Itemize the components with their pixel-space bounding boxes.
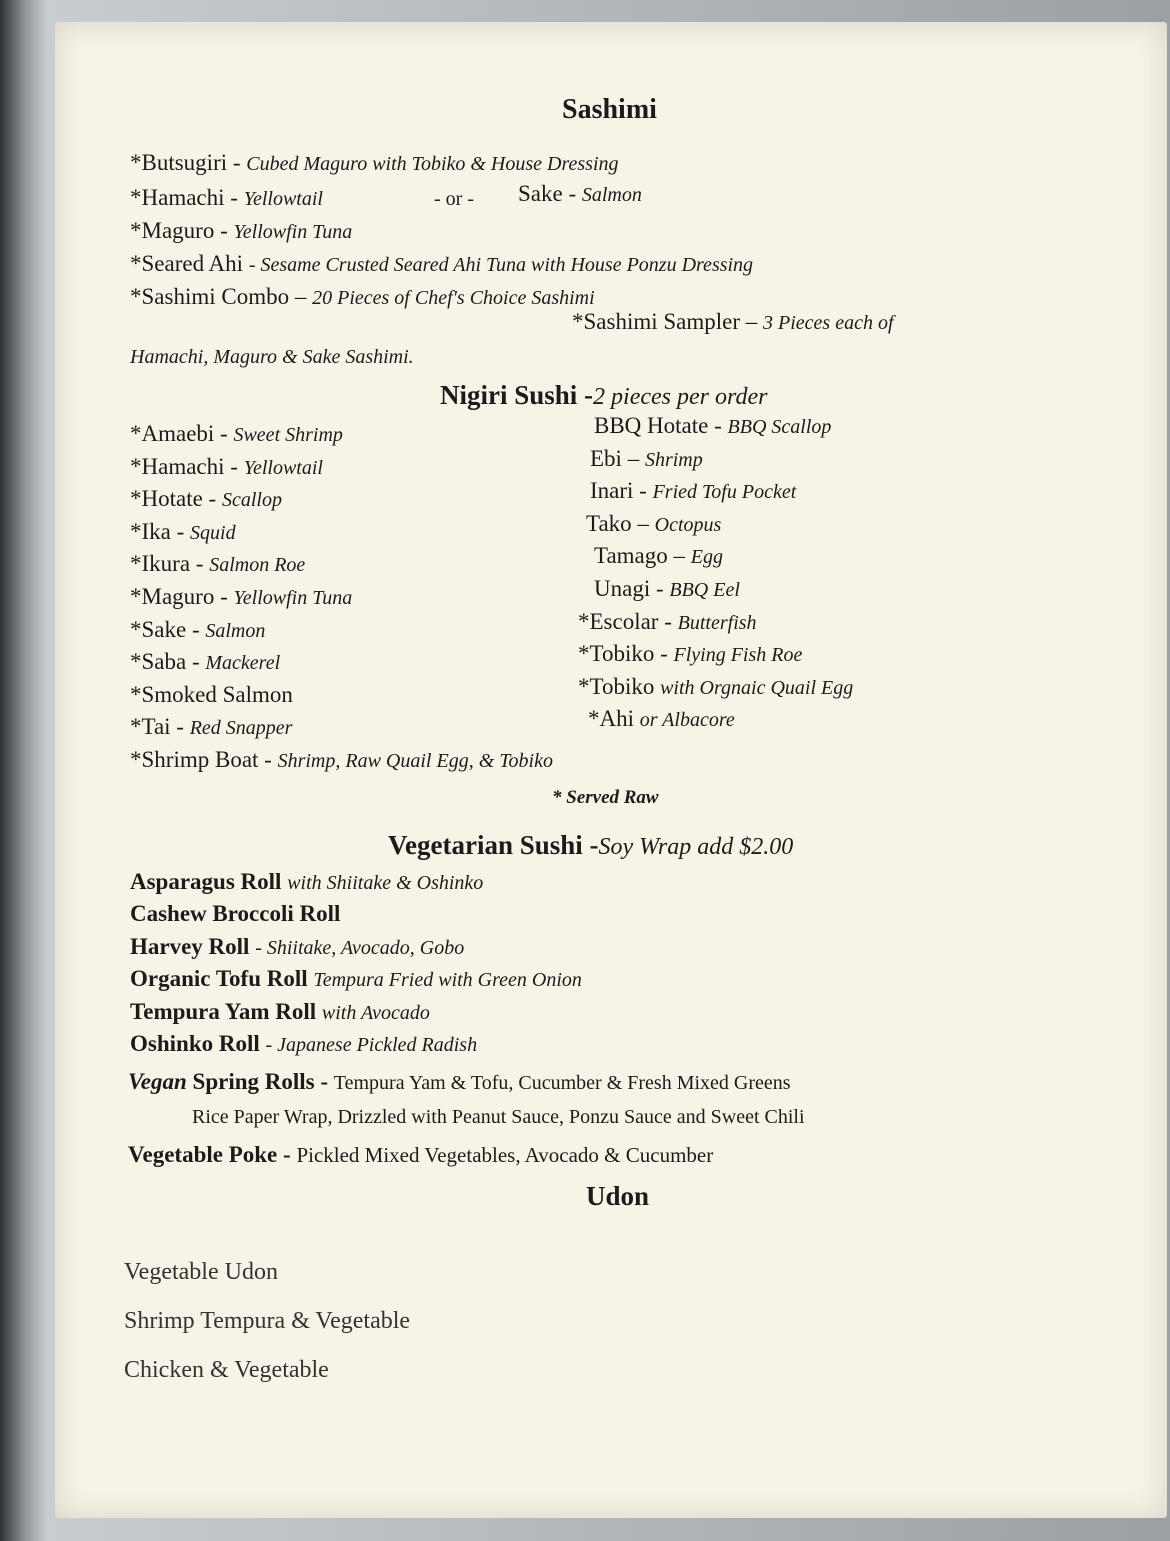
menu-item: Sake - Salmon <box>518 181 642 206</box>
menu-item-desc: Salmon Roe <box>209 554 306 577</box>
menu-item-desc: Yellowtail <box>243 456 323 479</box>
menu-item-desc: Scallop <box>221 489 282 512</box>
menu-item-desc: Salmon <box>205 619 266 642</box>
sashimi-heading: Sashimi <box>562 94 657 125</box>
menu-item <box>586 512 721 535</box>
menu-item <box>130 683 293 706</box>
menu-item-desc: Shrimp, Raw Quail Egg, & Tobiko <box>277 750 553 772</box>
menu-item-name: Asparagus Roll <box>130 869 288 894</box>
menu-item-name: Tamago – <box>594 543 691 569</box>
menu-item <box>130 520 236 543</box>
menu-item-name: *Smoked Salmon <box>130 681 293 707</box>
udon-item: Vegetable Udon <box>124 1259 278 1285</box>
menu-item: *Seared Ahi - Sesame Crusted Seared Ahi Tuna with House Ponzu Dressing <box>130 251 754 276</box>
menu-item-name: Ebi – <box>590 445 645 471</box>
menu-item <box>578 610 757 633</box>
menu-item <box>130 552 305 575</box>
menu-item-name: *Escolar - <box>578 608 678 634</box>
menu-item <box>130 650 280 673</box>
menu-item <box>594 544 723 567</box>
udon-item: Chicken & Vegetable <box>124 1357 329 1383</box>
menu-item-name: *Tobiko - <box>578 641 674 667</box>
menu-item-name: Tempura Yam Roll <box>130 998 322 1024</box>
menu-item <box>130 1032 477 1055</box>
menu-item-name: *Shrimp Boat - <box>130 747 278 772</box>
menu-item-desc: Butterfish <box>677 611 757 634</box>
menu-item-name: Organic Tofu Roll <box>130 966 314 992</box>
udon-item: Shrimp Tempura & Vegetable <box>124 1308 411 1334</box>
menu-item-desc: Egg <box>690 546 723 569</box>
menu-item-name: *Tobiko <box>578 673 661 699</box>
menu-item <box>594 414 831 437</box>
menu-item-name: Inari - <box>590 478 653 504</box>
menu-item <box>130 748 553 771</box>
menu-item-desc: Tempura Fried with Green Onion <box>313 969 582 992</box>
menu-item <box>588 707 735 730</box>
menu-item-name: *Tai - <box>130 714 190 740</box>
menu-item-desc: Flying Fish Roe <box>673 644 803 667</box>
menu-item <box>130 935 464 958</box>
menu-item-desc: BBQ Scallop <box>727 416 832 438</box>
menu-item-desc: - Japanese Pickled Radish <box>265 1034 478 1056</box>
menu-item-desc: Red Snapper <box>189 717 293 740</box>
menu-item-desc: Octopus <box>654 513 722 536</box>
menu-item-desc: Hamachi, Maguro & Sake Sashimi. <box>130 346 414 368</box>
menu-item-desc: with Orgnaic Quail Egg <box>660 676 854 699</box>
menu-item-name: Unagi - <box>594 576 670 601</box>
menu-item <box>130 902 340 925</box>
menu-item <box>594 577 740 600</box>
menu-item: *Sashimi Combo – 20 Pieces of Chef's Choice Sashimi <box>130 284 595 309</box>
menu-item-desc: Squid <box>190 521 236 544</box>
menu-item-name: *Hotate - <box>130 486 222 512</box>
menu-item-name: *Sake - <box>130 616 206 642</box>
menu-item-name: *Amaebi - <box>130 421 234 446</box>
menu-item-desc: Rice Paper Wrap, Drizzled with Peanut Sauce, Ponzu Sauce and Sweet Chili <box>192 1106 805 1128</box>
menu-item-desc: or Albacore <box>639 709 735 732</box>
menu-item <box>130 455 323 478</box>
or-separator: - or - <box>434 188 474 210</box>
menu-item-desc: Fried Tofu Pocket <box>652 481 797 504</box>
menu-item: *Butsugiri - Cubed Maguro with Tobiko & House Dressing <box>130 150 619 175</box>
menu-item: *Hamachi - Yellowtail <box>130 185 323 210</box>
menu-item <box>578 642 802 665</box>
menu-item-desc: Mackerel <box>205 652 281 675</box>
menu-item <box>130 715 292 738</box>
menu-item-name: Cashew Broccoli Roll <box>130 901 341 927</box>
vegetarian-heading: Vegetarian Sushi -Soy Wrap add $2.00 <box>388 830 794 860</box>
menu-item: *Sashimi Sampler – 3 Pieces each of <box>572 309 894 334</box>
menu-item: Vegetable Poke - Pickled Mixed Vegetables, Avocado & Cucumber <box>128 1142 714 1167</box>
menu-item <box>130 585 352 608</box>
menu-item-name: Harvey Roll <box>130 933 256 959</box>
udon-heading: Udon <box>586 1181 650 1211</box>
menu-item-name: Oshinko Roll <box>130 1031 266 1056</box>
menu-item <box>130 487 282 510</box>
menu-item-name: Tako – <box>586 510 655 536</box>
menu-item-desc: with Avocado <box>321 1001 430 1024</box>
menu-item: Vegan Spring Rolls - Tempura Yam & Tofu, Cucumber & Fresh Mixed Greens <box>128 1069 791 1094</box>
menu-item-name: *Hamachi - <box>130 453 244 479</box>
menu-item-name: *Maguro - <box>130 584 234 609</box>
menu-item-desc: with Shiitake & Oshinko <box>287 872 484 894</box>
menu-item-name: BBQ Hotate - <box>594 413 728 438</box>
menu-item-desc: Sweet Shrimp <box>233 424 343 446</box>
menu-item-name: *Saba - <box>130 649 206 675</box>
menu-item-desc: - Shiitake, Avocado, Gobo <box>255 936 465 959</box>
nigiri-heading: Nigiri Sushi -2 pieces per order <box>440 380 768 410</box>
menu-item-name: *Ika - <box>130 518 191 544</box>
menu-item-name: *Ahi <box>588 706 640 732</box>
menu-item <box>130 422 343 445</box>
menu-item <box>578 675 853 698</box>
menu-item <box>590 447 703 470</box>
menu-item: *Maguro - Yellowfin Tuna <box>130 218 353 243</box>
menu-item-desc: Yellowfin Tuna <box>233 587 353 609</box>
menu-item <box>130 870 483 893</box>
menu-item-desc: BBQ Eel <box>669 579 740 601</box>
menu-item <box>130 1000 430 1023</box>
served-raw-note: * Served Raw <box>552 787 659 808</box>
menu-item <box>590 479 796 502</box>
menu-item-desc: Shrimp <box>644 448 703 471</box>
menu-item <box>130 967 582 990</box>
menu-item-name: *Ikura - <box>130 551 210 577</box>
menu-item <box>130 618 265 641</box>
